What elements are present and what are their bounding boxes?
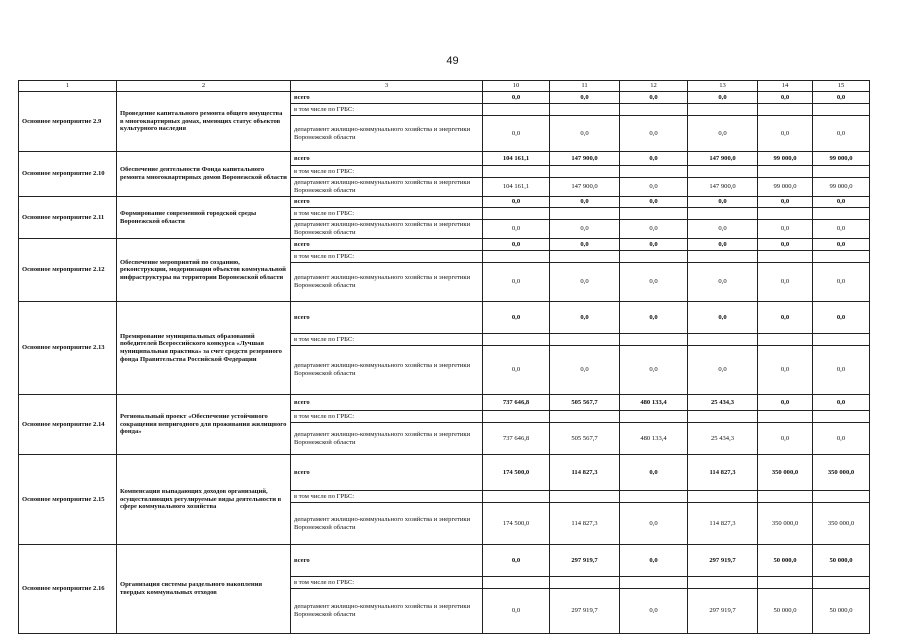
total-value-cell: 147 900,0 <box>688 152 758 166</box>
empty-cell <box>688 166 758 178</box>
total-value-cell: 0,0 <box>620 197 688 208</box>
empty-cell <box>688 208 758 220</box>
empty-cell <box>813 577 870 589</box>
measure-code: Основное мероприятие 2.14 <box>19 395 117 455</box>
measure-total-row <box>19 302 870 334</box>
total-value-cell: 350 000,0 <box>758 455 813 491</box>
grbs-label: в том числе по ГРБС: <box>291 104 483 116</box>
department-label: департамент жилищно-коммунального хозяйства и энергетики Воронежской области <box>291 589 483 634</box>
department-value-cell: 0,0 <box>620 503 688 545</box>
department-label: департамент жилищно-коммунального хозяйства и энергетики Воронежской области <box>291 220 483 239</box>
department-value-cell: 50 000,0 <box>813 589 870 634</box>
department-value-cell: 104 161,1 <box>483 178 550 197</box>
total-value-cell: 114 827,3 <box>550 455 620 491</box>
department-value-cell: 50 000,0 <box>758 589 813 634</box>
department-label: департамент жилищно-коммунального хозяйства и энергетики Воронежской области <box>291 178 483 197</box>
empty-cell <box>813 491 870 503</box>
grbs-label: в том числе по ГРБС: <box>291 577 483 589</box>
department-label: департамент жилищно-коммунального хозяйства и энергетики Воронежской области <box>291 116 483 152</box>
total-value-cell: 350 000,0 <box>813 455 870 491</box>
total-value-cell: 0,0 <box>758 395 813 411</box>
department-value-cell: 297 919,7 <box>550 589 620 634</box>
measure-code: Основное мероприятие 2.13 <box>19 302 117 395</box>
empty-cell <box>483 104 550 116</box>
total-value-cell: 0,0 <box>813 395 870 411</box>
measure-name: Премирование муниципальных образований победителей Всероссийского конкурса «Лучшая муниципальная практика» за счет средств резервного фонда Правительства Российской Федерации <box>117 302 291 395</box>
total-value-cell: 0,0 <box>813 92 870 104</box>
department-value-cell: 114 827,3 <box>688 503 758 545</box>
total-label: всего <box>291 545 483 577</box>
total-value-cell: 297 919,7 <box>550 545 620 577</box>
department-value-cell: 0,0 <box>688 116 758 152</box>
department-value-cell: 0,0 <box>688 220 758 239</box>
department-value-cell: 25 434,3 <box>688 423 758 455</box>
total-value-cell: 505 567,7 <box>550 395 620 411</box>
department-value-cell: 0,0 <box>550 346 620 395</box>
total-value-cell: 0,0 <box>688 302 758 334</box>
department-label: департамент жилищно-коммунального хозяйства и энергетики Воронежской области <box>291 423 483 455</box>
header-row <box>19 81 870 92</box>
empty-cell <box>758 104 813 116</box>
grbs-label: в том числе по ГРБС: <box>291 208 483 220</box>
total-value-cell: 147 900,0 <box>550 152 620 166</box>
department-value-cell: 350 000,0 <box>813 503 870 545</box>
department-value-cell: 0,0 <box>620 589 688 634</box>
total-value-cell: 0,0 <box>483 239 550 251</box>
measure-code: Основное мероприятие 2.9 <box>19 92 117 152</box>
total-value-cell: 297 919,7 <box>688 545 758 577</box>
page-number: 49 <box>446 55 459 67</box>
total-value-cell: 0,0 <box>813 239 870 251</box>
department-label: департамент жилищно-коммунального хозяйства и энергетики Воронежской области <box>291 346 483 395</box>
department-value-cell: 0,0 <box>550 220 620 239</box>
empty-cell <box>550 577 620 589</box>
empty-cell <box>813 166 870 178</box>
total-value-cell: 114 827,3 <box>688 455 758 491</box>
measure-name: Организация системы раздельного накопления твердых коммунальных отходов <box>117 545 291 634</box>
total-value-cell: 25 434,3 <box>688 395 758 411</box>
empty-cell <box>550 104 620 116</box>
empty-cell <box>620 208 688 220</box>
department-value-cell: 297 919,7 <box>688 589 758 634</box>
total-value-cell: 0,0 <box>550 239 620 251</box>
column-header: 15 <box>813 81 870 92</box>
empty-cell <box>483 208 550 220</box>
department-value-cell: 0,0 <box>620 178 688 197</box>
department-value-cell: 0,0 <box>483 263 550 302</box>
grbs-label: в том числе по ГРБС: <box>291 166 483 178</box>
total-value-cell: 99 000,0 <box>813 152 870 166</box>
funding-table <box>18 80 870 634</box>
grbs-label: в том числе по ГРБС: <box>291 334 483 346</box>
department-value-cell: 114 827,3 <box>550 503 620 545</box>
measure-total-row <box>19 455 870 491</box>
department-value-cell: 0,0 <box>483 346 550 395</box>
total-value-cell: 50 000,0 <box>758 545 813 577</box>
department-value-cell: 0,0 <box>758 220 813 239</box>
department-value-cell: 0,0 <box>483 220 550 239</box>
department-value-cell: 174 500,0 <box>483 503 550 545</box>
department-value-cell: 99 000,0 <box>813 178 870 197</box>
column-header: 11 <box>550 81 620 92</box>
department-value-cell: 0,0 <box>620 220 688 239</box>
grbs-label: в том числе по ГРБС: <box>291 251 483 263</box>
total-value-cell: 0,0 <box>620 152 688 166</box>
total-value-cell: 737 646,8 <box>483 395 550 411</box>
column-header: 3 <box>291 81 483 92</box>
empty-cell <box>813 104 870 116</box>
total-value-cell: 0,0 <box>620 239 688 251</box>
measure-total-row <box>19 395 870 411</box>
total-label: всего <box>291 302 483 334</box>
department-value-cell: 0,0 <box>758 423 813 455</box>
total-value-cell: 0,0 <box>688 239 758 251</box>
empty-cell <box>758 251 813 263</box>
column-header: 2 <box>117 81 291 92</box>
empty-cell <box>620 251 688 263</box>
department-value-cell: 0,0 <box>758 263 813 302</box>
empty-cell <box>758 491 813 503</box>
total-value-cell: 0,0 <box>620 92 688 104</box>
table-body <box>19 92 870 634</box>
empty-cell <box>688 491 758 503</box>
empty-cell <box>483 577 550 589</box>
empty-cell <box>758 411 813 423</box>
department-value-cell: 0,0 <box>550 116 620 152</box>
empty-cell <box>620 491 688 503</box>
empty-cell <box>758 334 813 346</box>
department-value-cell: 0,0 <box>620 116 688 152</box>
empty-cell <box>813 411 870 423</box>
total-label: всего <box>291 395 483 411</box>
department-value-cell: 0,0 <box>483 116 550 152</box>
total-value-cell: 0,0 <box>620 302 688 334</box>
total-label: всего <box>291 455 483 491</box>
empty-cell <box>758 166 813 178</box>
empty-cell <box>550 491 620 503</box>
measure-name: Региональный проект «Обеспечение устойчивого сокращения непригодного для проживания жилищного фонда» <box>117 395 291 455</box>
measure-name: Формирование современной городской среды Воронежской области <box>117 197 291 239</box>
empty-cell <box>688 251 758 263</box>
empty-cell <box>688 104 758 116</box>
measure-code: Основное мероприятие 2.15 <box>19 455 117 545</box>
measure-code: Основное мероприятие 2.12 <box>19 239 117 302</box>
empty-cell <box>688 577 758 589</box>
empty-cell <box>483 491 550 503</box>
total-value-cell: 174 500,0 <box>483 455 550 491</box>
department-value-cell: 0,0 <box>813 116 870 152</box>
department-label: департамент жилищно-коммунального хозяйства и энергетики Воронежской области <box>291 263 483 302</box>
total-value-cell: 480 133,4 <box>620 395 688 411</box>
total-value-cell: 0,0 <box>550 197 620 208</box>
department-value-cell: 737 646,8 <box>483 423 550 455</box>
column-header: 10 <box>483 81 550 92</box>
department-value-cell: 0,0 <box>813 346 870 395</box>
measure-code: Основное мероприятие 2.10 <box>19 152 117 197</box>
total-value-cell: 0,0 <box>688 92 758 104</box>
total-value-cell: 0,0 <box>550 302 620 334</box>
empty-cell <box>620 334 688 346</box>
measure-total-row <box>19 152 870 166</box>
total-label: всего <box>291 92 483 104</box>
total-value-cell: 0,0 <box>483 197 550 208</box>
empty-cell <box>550 166 620 178</box>
empty-cell <box>813 208 870 220</box>
empty-cell <box>813 334 870 346</box>
total-value-cell: 0,0 <box>758 239 813 251</box>
total-value-cell: 0,0 <box>758 197 813 208</box>
empty-cell <box>550 251 620 263</box>
empty-cell <box>688 411 758 423</box>
department-value-cell: 505 567,7 <box>550 423 620 455</box>
total-value-cell: 0,0 <box>758 302 813 334</box>
department-value-cell: 0,0 <box>813 423 870 455</box>
column-header: 12 <box>620 81 688 92</box>
empty-cell <box>620 166 688 178</box>
measure-total-row <box>19 545 870 577</box>
empty-cell <box>483 334 550 346</box>
empty-cell <box>483 166 550 178</box>
grbs-label: в том числе по ГРБС: <box>291 411 483 423</box>
total-value-cell: 0,0 <box>758 92 813 104</box>
total-value-cell: 0,0 <box>483 302 550 334</box>
department-value-cell: 99 000,0 <box>758 178 813 197</box>
measure-name: Обеспечение мероприятий по созданию, реконструкции, модернизации объектов коммунальной инфраструктуры на территории Воронежской области <box>117 239 291 302</box>
total-label: всего <box>291 197 483 208</box>
department-label: департамент жилищно-коммунального хозяйства и энергетики Воронежской области <box>291 503 483 545</box>
total-value-cell: 0,0 <box>483 545 550 577</box>
empty-cell <box>550 411 620 423</box>
department-value-cell: 350 000,0 <box>758 503 813 545</box>
empty-cell <box>758 577 813 589</box>
column-header: 13 <box>688 81 758 92</box>
total-value-cell: 0,0 <box>688 197 758 208</box>
column-header: 14 <box>758 81 813 92</box>
total-label: всего <box>291 152 483 166</box>
department-value-cell: 0,0 <box>758 116 813 152</box>
measure-name: Проведение капитального ремонта общего имущества в многоквартирных домах, имеющих статус объектов культурного наследия <box>117 92 291 152</box>
measure-total-row <box>19 239 870 251</box>
total-value-cell: 50 000,0 <box>813 545 870 577</box>
empty-cell <box>483 251 550 263</box>
total-value-cell: 0,0 <box>813 302 870 334</box>
department-value-cell: 0,0 <box>758 346 813 395</box>
empty-cell <box>620 577 688 589</box>
measure-code: Основное мероприятие 2.11 <box>19 197 117 239</box>
column-header: 1 <box>19 81 117 92</box>
total-value-cell: 0,0 <box>550 92 620 104</box>
total-value-cell: 99 000,0 <box>758 152 813 166</box>
department-value-cell: 147 900,0 <box>550 178 620 197</box>
measure-name: Обеспечение деятельности Фонда капитального ремонта многоквартирных домов Воронежской области <box>117 152 291 197</box>
department-value-cell: 0,0 <box>688 346 758 395</box>
empty-cell <box>550 334 620 346</box>
total-value-cell: 0,0 <box>620 545 688 577</box>
department-value-cell: 0,0 <box>813 220 870 239</box>
total-value-cell: 0,0 <box>483 92 550 104</box>
measure-total-row <box>19 197 870 208</box>
measure-name: Компенсация выпадающих доходов организаций, осуществляющих регулируемые виды деятельности в сфере коммунального хозяйства <box>117 455 291 545</box>
total-value-cell: 0,0 <box>813 197 870 208</box>
empty-cell <box>758 208 813 220</box>
department-value-cell: 480 133,4 <box>620 423 688 455</box>
measure-code: Основное мероприятие 2.16 <box>19 545 117 634</box>
total-label: всего <box>291 239 483 251</box>
empty-cell <box>620 411 688 423</box>
total-value-cell: 0,0 <box>620 455 688 491</box>
department-value-cell: 0,0 <box>483 589 550 634</box>
empty-cell <box>550 208 620 220</box>
department-value-cell: 0,0 <box>620 346 688 395</box>
department-value-cell: 0,0 <box>688 263 758 302</box>
department-value-cell: 147 900,0 <box>688 178 758 197</box>
empty-cell <box>483 411 550 423</box>
department-value-cell: 0,0 <box>813 263 870 302</box>
department-value-cell: 0,0 <box>620 263 688 302</box>
department-value-cell: 0,0 <box>550 263 620 302</box>
measure-total-row <box>19 92 870 104</box>
total-value-cell: 104 161,1 <box>483 152 550 166</box>
empty-cell <box>813 251 870 263</box>
empty-cell <box>620 104 688 116</box>
empty-cell <box>688 334 758 346</box>
grbs-label: в том числе по ГРБС: <box>291 491 483 503</box>
